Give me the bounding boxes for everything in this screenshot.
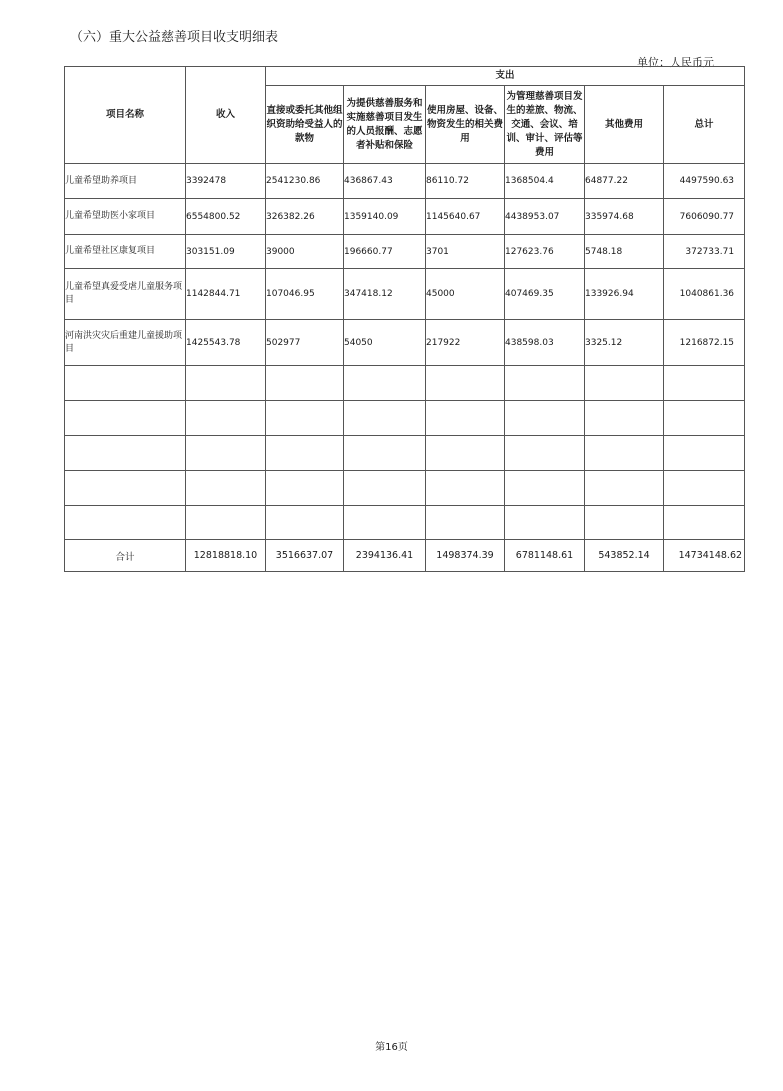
- totals-other: 543852.14: [585, 540, 664, 572]
- empty-cell: [585, 471, 664, 506]
- row-income: 3392478: [186, 164, 266, 199]
- empty-cell: [344, 436, 426, 471]
- empty-cell: [186, 471, 266, 506]
- empty-cell: [426, 401, 505, 436]
- empty-row: [65, 366, 745, 401]
- empty-cell: [664, 401, 745, 436]
- totals-total: 14734148.62: [664, 540, 745, 572]
- empty-cell: [186, 401, 266, 436]
- row-income: 1425543.78: [186, 320, 266, 366]
- row-management: 1368504.4: [505, 164, 585, 199]
- empty-cell: [266, 471, 344, 506]
- row-property-use: 217922: [426, 320, 505, 366]
- empty-cell: [505, 471, 585, 506]
- row-direct-aid: 502977: [266, 320, 344, 366]
- row-direct-aid: 39000: [266, 235, 344, 269]
- row-management: 4438953.07: [505, 199, 585, 235]
- row-staff-pay: 196660.77: [344, 235, 426, 269]
- totals-staff-pay: 2394136.41: [344, 540, 426, 572]
- empty-cell: [266, 401, 344, 436]
- totals-property-use: 1498374.39: [426, 540, 505, 572]
- empty-cell: [505, 401, 585, 436]
- empty-cell: [585, 506, 664, 540]
- empty-cell: [266, 436, 344, 471]
- empty-cell: [426, 506, 505, 540]
- row-staff-pay: 54050: [344, 320, 426, 366]
- empty-row: [65, 471, 745, 506]
- row-property-use: 86110.72: [426, 164, 505, 199]
- header-total: 总计: [664, 86, 745, 164]
- empty-row: [65, 506, 745, 540]
- header-direct-aid: 直接或委托其他组织资助给受益人的款物: [266, 86, 344, 164]
- totals-management: 6781148.61: [505, 540, 585, 572]
- empty-cell: [426, 366, 505, 401]
- row-total: 372733.71: [664, 235, 745, 269]
- table-title: （六）重大公益慈善项目收支明细表: [70, 30, 279, 45]
- empty-cell: [266, 506, 344, 540]
- empty-cell: [505, 436, 585, 471]
- header-other: 其他费用: [585, 86, 664, 164]
- row-income: 1142844.71: [186, 269, 266, 320]
- empty-cell: [664, 506, 745, 540]
- empty-cell: [426, 436, 505, 471]
- empty-cell: [65, 471, 186, 506]
- empty-cell: [505, 506, 585, 540]
- row-total: 1216872.15: [664, 320, 745, 366]
- empty-cell: [585, 436, 664, 471]
- row-name: 儿童希望助养项目: [65, 164, 186, 199]
- empty-cell: [65, 366, 186, 401]
- totals-row: [65, 540, 745, 572]
- row-direct-aid: 107046.95: [266, 269, 344, 320]
- row-other: 335974.68: [585, 199, 664, 235]
- empty-cell: [664, 436, 745, 471]
- empty-cell: [344, 401, 426, 436]
- row-management: 438598.03: [505, 320, 585, 366]
- row-name: 儿童希望助医小家项目: [65, 199, 186, 235]
- table-row: [65, 235, 745, 269]
- row-total: 4497590.63: [664, 164, 745, 199]
- row-other: 64877.22: [585, 164, 664, 199]
- row-management: 127623.76: [505, 235, 585, 269]
- row-property-use: 1145640.67: [426, 199, 505, 235]
- empty-cell: [344, 506, 426, 540]
- empty-cell: [344, 366, 426, 401]
- row-income: 303151.09: [186, 235, 266, 269]
- row-other: 5748.18: [585, 235, 664, 269]
- totals-label: 合计: [65, 540, 186, 572]
- empty-cell: [65, 506, 186, 540]
- header-project-name: 项目名称: [65, 67, 186, 164]
- empty-cell: [65, 436, 186, 471]
- table-row: [65, 320, 745, 366]
- page-number: 第16页: [375, 1042, 408, 1053]
- empty-cell: [426, 471, 505, 506]
- row-total: 1040861.36: [664, 269, 745, 320]
- row-property-use: 45000: [426, 269, 505, 320]
- empty-cell: [186, 436, 266, 471]
- row-staff-pay: 1359140.09: [344, 199, 426, 235]
- empty-cell: [585, 366, 664, 401]
- row-staff-pay: 436867.43: [344, 164, 426, 199]
- empty-row: [65, 401, 745, 436]
- empty-cell: [186, 366, 266, 401]
- empty-cell: [266, 366, 344, 401]
- row-staff-pay: 347418.12: [344, 269, 426, 320]
- header-property-use: 使用房屋、设备、物资发生的相关费用: [426, 86, 505, 164]
- income-expense-table: [64, 66, 745, 572]
- empty-cell: [664, 366, 745, 401]
- row-name: 儿童希望社区康复项目: [65, 235, 186, 269]
- table-row: [65, 164, 745, 199]
- row-name: 儿童希望真爱受虐儿童服务项目: [65, 269, 186, 320]
- row-other: 3325.12: [585, 320, 664, 366]
- empty-cell: [505, 366, 585, 401]
- row-income: 6554800.52: [186, 199, 266, 235]
- header-expense: 支出: [266, 67, 745, 86]
- row-total: 7606090.77: [664, 199, 745, 235]
- row-management: 407469.35: [505, 269, 585, 320]
- empty-row: [65, 436, 745, 471]
- totals-income: 12818818.10: [186, 540, 266, 572]
- table-row: [65, 269, 745, 320]
- totals-direct-aid: 3516637.07: [266, 540, 344, 572]
- empty-cell: [664, 471, 745, 506]
- empty-cell: [585, 401, 664, 436]
- row-direct-aid: 2541230.86: [266, 164, 344, 199]
- header-income: 收入: [186, 67, 266, 164]
- unit-label: 单位：人民币元: [637, 56, 714, 69]
- header-management: 为管理慈善项目发生的差旅、物流、交通、会议、培训、审计、评估等费用: [505, 86, 585, 164]
- empty-cell: [344, 471, 426, 506]
- row-direct-aid: 326382.26: [266, 199, 344, 235]
- empty-cell: [186, 506, 266, 540]
- empty-cell: [65, 401, 186, 436]
- row-name: 河南洪灾灾后重建儿童援助项目: [65, 320, 186, 366]
- header-staff-pay: 为提供慈善服务和实施慈善项目发生的人员报酬、志愿者补贴和保险: [344, 86, 426, 164]
- row-other: 133926.94: [585, 269, 664, 320]
- table-row: [65, 199, 745, 235]
- row-property-use: 3701: [426, 235, 505, 269]
